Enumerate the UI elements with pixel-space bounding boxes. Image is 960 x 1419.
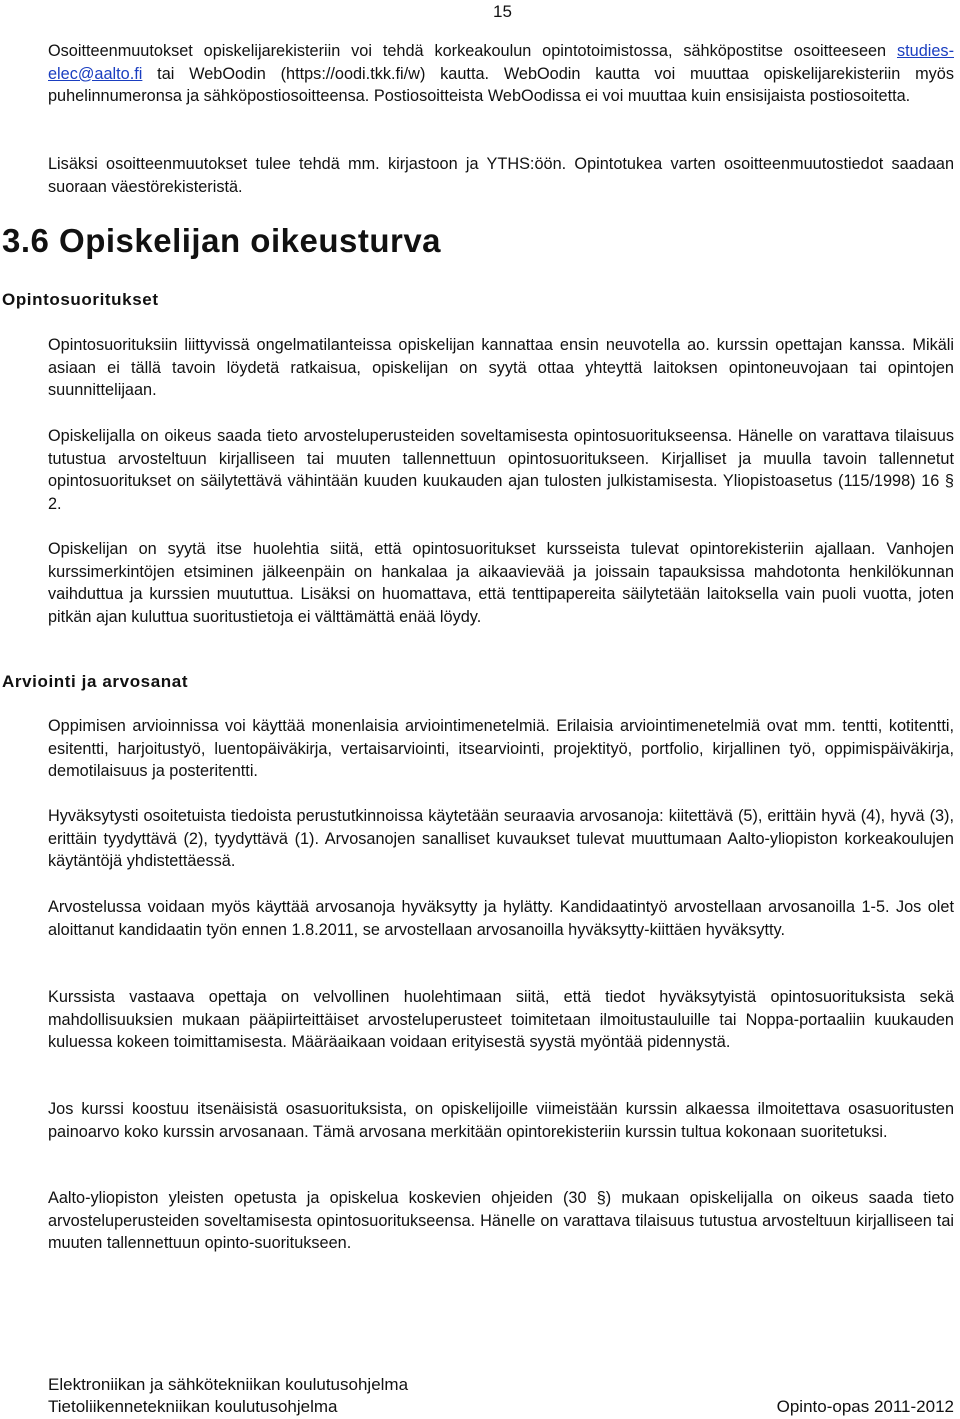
footer-line-1	[48, 1375, 954, 1395]
heading-arviointi: Arviointi ja arvosanat	[2, 672, 189, 691]
credits-paragraph-3: Opiskelijan on syytä itse huolehtia siitä, että opintosuoritukset kursseista tulevat opintorekisteriin ajallaan. Vanhojen kurssimerkintöjen etsiminen jälkeenpäin on hankalaa ja aikaavievää ja joissain tapauksissa mahdotonta henkilökunnan vaihduttua ja kurssien muututtua. Lisäksi on huomattava, että tenttipapereita säilytetään laitoksella vain puoli vuotta, joten pitkän ajan kuluttua suoritustietoja ei välttämättä enää löydy.	[48, 540, 954, 626]
footer-program-2: Tietoliikennetekniikan koulutusohjelma	[48, 1397, 338, 1416]
assessment-paragraph-4: Kurssista vastaava opettaja on velvollinen huolehtimaan siitä, että tiedot hyväksytyistä opintosuorituksista sekä mahdollisuuksien mukaan pääpiirteittäiset arvosteluperusteet toimitetaan ilmoitustauluille tai Noppa-portaaliin kuukauden kuluessa kokeen toimittamisesta. Määräaikaan voidaan erityisestä syystä myöntää pidennystä.	[48, 988, 954, 1052]
assessment-paragraph-1: Oppimisen arvioinnissa voi käyttää monenlaisia arviointimenetelmiä. Erilaisia arviointimenetelmiä ovat mm. tentti, kotitentti, esitentti, harjoitustyö, luentopäiväkirja, vertaisarviointi, itsearviointi, projektityö, portfolio, kirjallinen työ, oppimispäiväkirja, demotilaisuus ja posteritentti.	[48, 717, 954, 781]
assessment-paragraph-3: Arvostelussa voidaan myös käyttää arvosanoja hyväksytty ja hylätty. Kandidaatintyö arvostellaan arvosanoilla 1-5. Jos olet aloittanut kandidaatin työn ennen 1.8.2011, se arvostellaan arvosanoilla hyväksytty-kiittäen hyväksytty.	[48, 898, 954, 939]
address-change-note: Lisäksi osoitteenmuutokset tulee tehdä mm. kirjastoon ja YTHS:öön. Opintotukea varten osoitteenmuutostiedot saadaan suoraan väestörekisteristä.	[48, 155, 954, 196]
footer-line-2	[48, 1397, 954, 1417]
footer-guide-title: Opinto-opas 2011-2012	[776, 1397, 954, 1416]
address-change-paragraph	[48, 40, 954, 108]
assessment-paragraph-6: Aalto-yliopiston yleisten opetusta ja opiskelua koskevien ohjeiden (30 §) mukaan opiskelijalla on oikeus saada tieto arvosteluperusteiden soveltamisesta opintosuoritukseensa. Hänelle on varattava tilaisuus tutustua arvosteltuun kirjalliseen tai muuten tallennettuun opinto-suoritukseen.	[48, 1189, 954, 1253]
credits-paragraph-2: Opiskelijalla on oikeus saada tieto arvosteluperusteiden soveltamisesta opintosuoritukseensa. Hänelle on varattava tilaisuus tutustua arvosteltuun kirjalliseen tai muuten tallennettuun opintosuoritukseen. Kirjalliset ja muulla tavoin tallennetut opintosuoritukset on säilytettävä vähintään kuuden kuukauden ajan tulosten julkistamisesta. Yliopistoasetus (115/1998) 16 § 2.	[48, 427, 954, 513]
studies-email-link[interactable]: studies-elec@aalto.fi	[48, 42, 954, 83]
assessment-paragraph-2: Hyväksytysti osoitetuista tiedoista perustutkinnoissa käytetään seuraavia arvosanoja: kiitettävä (5), erittäin hyvä (4), hyvä (3), erittäin tyydyttävä (2), tyydyttävä (1). Arvosanojen sanalliset kuvaukset tulevat muuttumaan Aalto-yliopiston korkeakoulujen käytäntöjä yhdistettäessä.	[48, 807, 954, 871]
footer-program-1: Elektroniikan ja sähkötekniikan koulutusohjelma	[48, 1375, 409, 1394]
credits-paragraph-1: Opintosuorituksiin liittyvissä ongelmatilanteissa opiskelijan kannattaa ensin neuvotella ao. kurssin opettajan kanssa. Mikäli asiaan ei tällä tavoin löydetä ratkaisua, opiskelijan on syytä ottaa yhteyttä laitoksen opintoneuvojaan tai opintojen suunnittelijaan.	[48, 336, 954, 400]
section-title: 3.6 Opiskelijan oikeusturva	[2, 222, 442, 259]
address-text-start: Osoitteenmuutokset opiskelijarekisteriin voi tehdä korkeakoulun opintotoimistossa, sähköpostitse osoitteeseen	[48, 42, 897, 60]
address-text-end: tai WebOodin (https://oodi.tkk.fi/w) kautta. WebOodin kautta voi muuttaa opiskelijarekisteriin myös puhelinnumeronsa ja sähköpostiosoitteensa. Postiosoitteista WebOodissa ei voi muuttaa kuin ensisijaista postiosoitetta.	[48, 64, 954, 106]
assessment-paragraph-5: Jos kurssi koostuu itsenäisistä osasuorituksista, on opiskelijoille viimeistään kurssin alkaessa ilmoitettava osasuoritusten painoarvo koko kurssin arvosanaan. Tämä arvosana merkitään opintorekisteriin kurssin tultua kokonaan suoritetuksi.	[48, 1100, 954, 1141]
page-number: 15	[493, 2, 512, 21]
heading-opintosuoritukset: Opintosuoritukset	[2, 290, 159, 309]
